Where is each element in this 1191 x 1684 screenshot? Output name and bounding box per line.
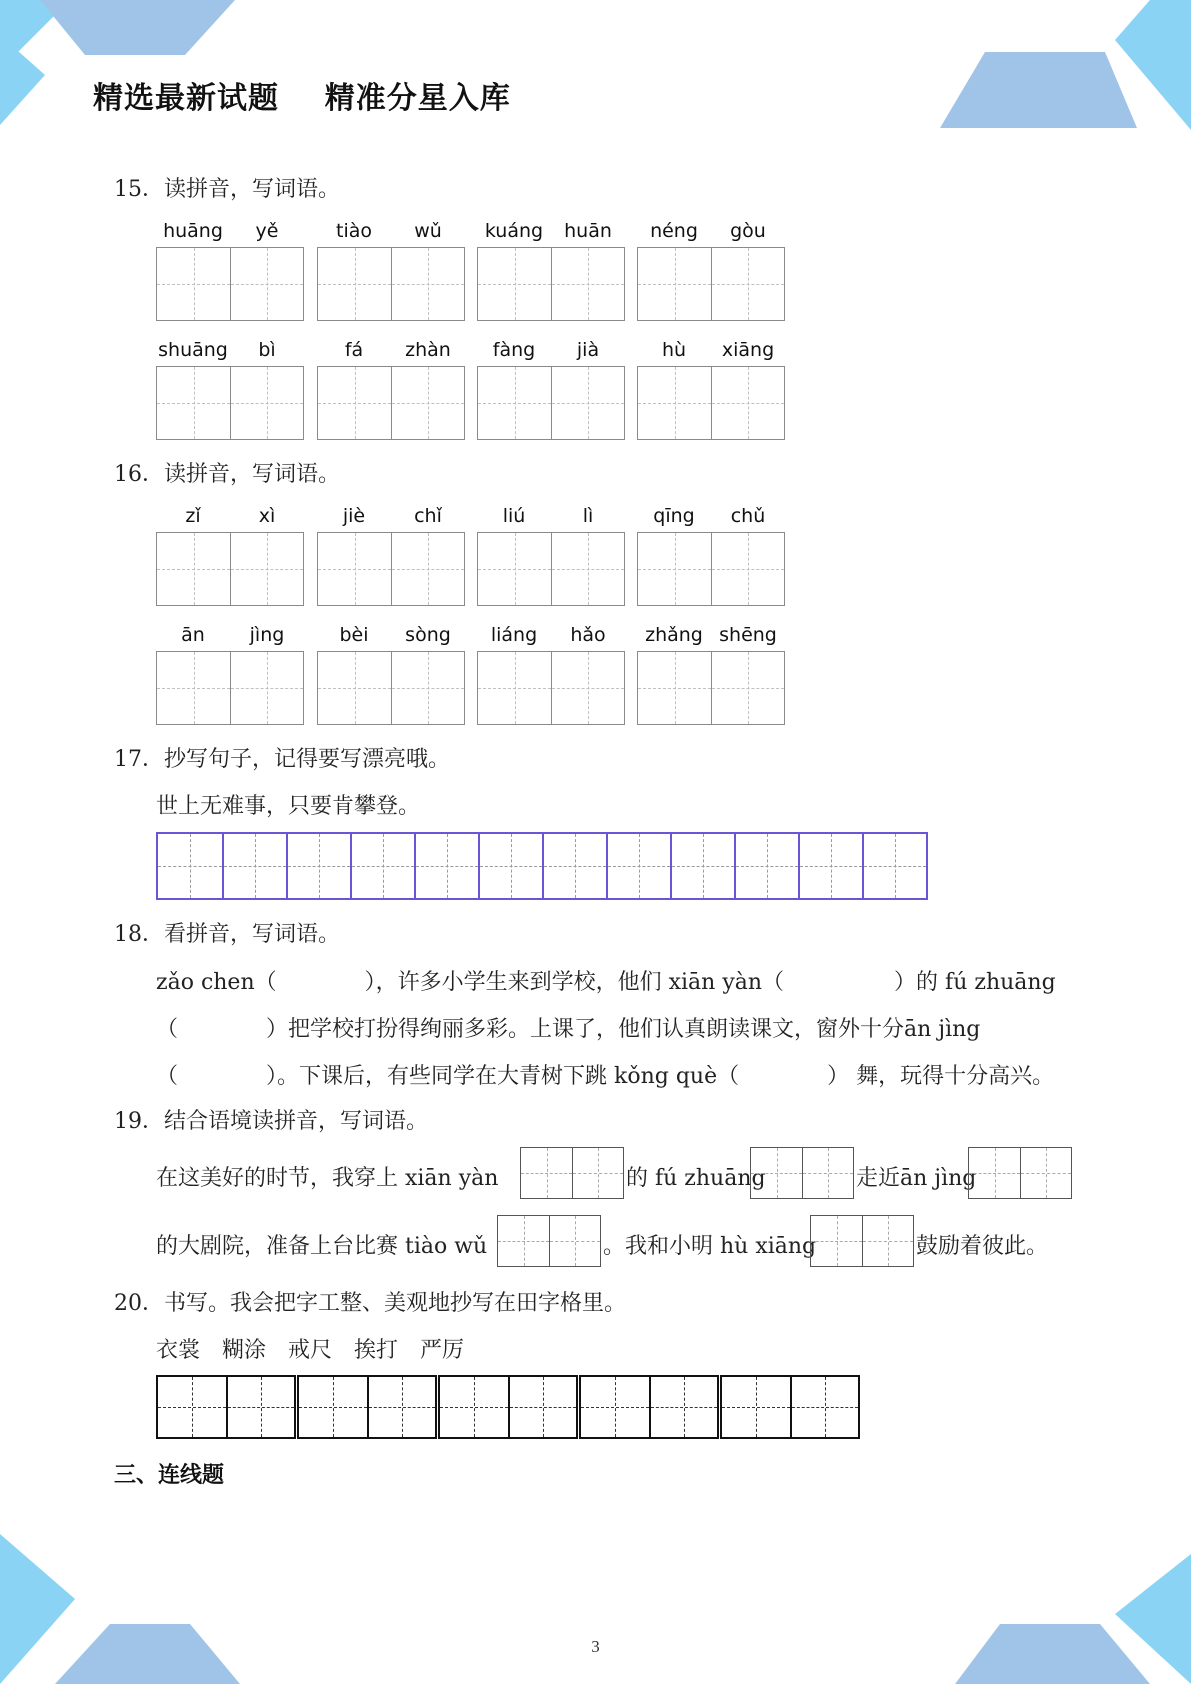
pinyin: jià [576,339,600,361]
copy-grid[interactable] [156,832,928,900]
question-15-label: 15．读拼音，写词语。 [114,177,340,202]
pinyin: zhàn [405,339,451,361]
pinyin: ān [181,624,205,646]
tianzi-grid[interactable] [156,247,304,321]
tianzi-grid[interactable] [156,532,304,606]
tianzi-grid[interactable] [317,247,465,321]
pinyin: liú [502,505,526,527]
pinyin: fàng [492,339,536,361]
tianzi-grid[interactable] [317,651,465,725]
writing-grid[interactable] [156,1375,296,1439]
tianzi-grid[interactable] [477,366,625,440]
context-text: 在这美好的时节，我穿上 xiān yàn [156,1166,499,1191]
context-text: 。我和小明 hù xiāng [603,1234,817,1259]
writing-grid[interactable] [579,1375,719,1439]
context-text: 走近ān jìng [856,1166,977,1191]
question-18-label: 18．看拼音，写词语。 [114,922,340,947]
tianzi-grid[interactable] [477,651,625,725]
footer-decoration [0,1534,1191,1684]
page-number: 3 [591,1637,600,1656]
pinyin: sòng [405,624,451,646]
question-20-label: 20．书写。我会把字工整、美观地抄写在田字格里。 [114,1291,626,1316]
pinyin: xì [258,505,276,527]
pinyin: tiào [336,220,372,242]
pinyin: hǎo [570,624,606,646]
answer-box[interactable] [497,1215,601,1267]
pinyin: shuāng [158,339,228,361]
pinyin: huān [564,220,612,242]
pinyin: liáng [490,624,538,646]
writing-grid[interactable] [720,1375,860,1439]
pinyin: zǐ [185,505,201,527]
pinyin: bèi [339,624,369,646]
pinyin: fá [344,339,364,361]
tianzi-grid[interactable] [637,532,785,606]
tianzi-grid[interactable] [317,532,465,606]
header-title: 精选最新试题 精准分星入库 [93,81,511,116]
pinyin: gòu [730,220,766,242]
pinyin: wǔ [414,220,442,242]
tianzi-grid[interactable] [477,247,625,321]
tianzi-grid[interactable] [637,651,785,725]
sentence-to-copy: 世上无难事，只要肯攀登。 [156,794,421,819]
writing-grid[interactable] [438,1375,578,1439]
tianzi-grid[interactable] [156,366,304,440]
pinyin: zhǎng [645,624,703,646]
pinyin: xiāng [721,339,775,361]
tianzi-grid[interactable] [637,366,785,440]
pinyin: shēng [719,624,777,646]
words-to-copy: 衣裳 糊涂 戒尺 挨打 严厉 [156,1338,465,1363]
question-17-label: 17．抄写句子，记得要写漂亮哦。 [114,747,450,772]
tianzi-grid[interactable] [637,247,785,321]
tianzi-grid[interactable] [477,532,625,606]
pinyin: qīng [653,505,695,527]
pinyin: bì [258,339,276,361]
passage-line: （ ）把学校打扮得绚丽多彩。上课了，他们认真朗读课文，窗外十分ān jìng [156,1017,981,1042]
pinyin: jìng [249,624,285,646]
context-text: 的大剧院，准备上台比赛 tiào wǔ [156,1234,488,1259]
tianzi-grid[interactable] [317,366,465,440]
pinyin: néng [650,220,698,242]
pinyin: hù [661,339,687,361]
passage-line: （ ）。下课后，有些同学在大青树下跳 kǒng què（ ） 舞，玩得十分高兴。 [156,1064,1055,1089]
passage-line: zǎo chen（ ），许多小学生来到学校，他们 xiān yàn（ ）的 fú zhuāng [156,970,1056,995]
pinyin: lì [582,505,594,527]
answer-box[interactable] [968,1147,1072,1199]
pinyin: jiè [342,505,366,527]
tianzi-grid[interactable] [156,651,304,725]
pinyin: huāng [163,220,223,242]
context-text: 鼓励着彼此。 [916,1234,1049,1259]
question-19-label: 19．结合语境读拼音，写词语。 [114,1109,428,1134]
answer-box[interactable] [520,1147,624,1199]
pinyin: yě [255,220,279,242]
writing-grid[interactable] [297,1375,437,1439]
header-decoration [0,0,1191,140]
pinyin: kuáng [484,220,544,242]
question-16-label: 16．读拼音，写词语。 [114,462,340,487]
answer-box[interactable] [810,1215,914,1267]
section-heading: 三、连线题 [114,1463,225,1488]
context-text: 的 fú zhuāng [626,1166,766,1191]
pinyin: chǔ [730,505,766,527]
answer-box[interactable] [750,1147,854,1199]
pinyin: chǐ [414,505,442,527]
